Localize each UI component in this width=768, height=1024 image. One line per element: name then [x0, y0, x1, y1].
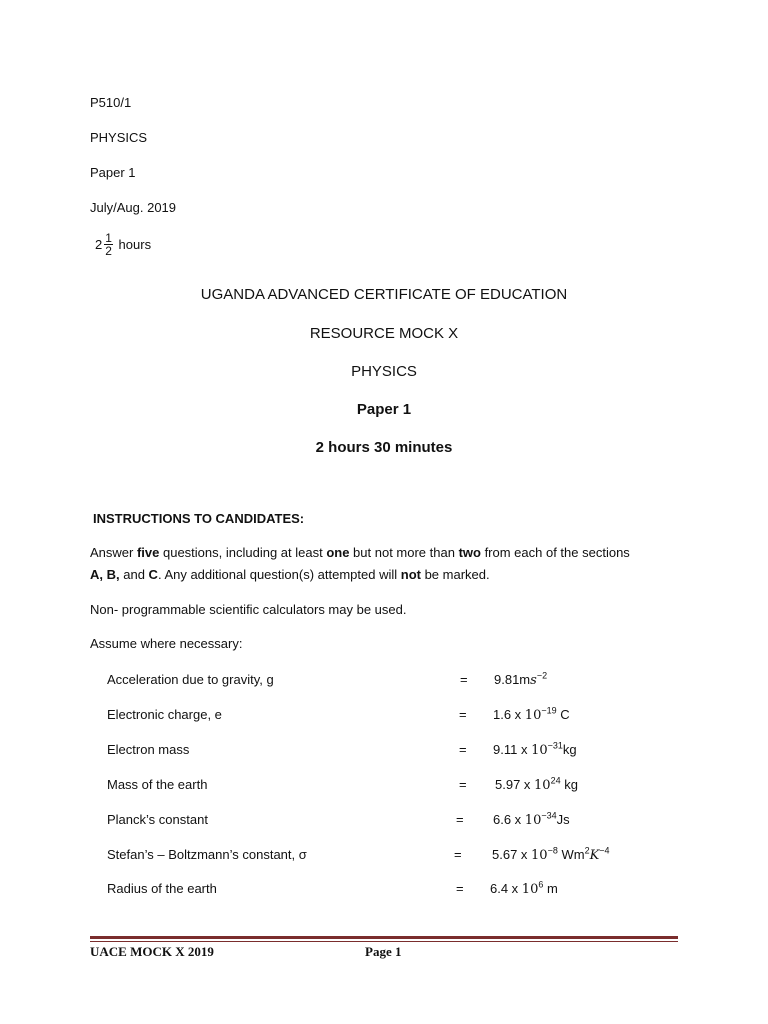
value-unit: m	[543, 881, 558, 896]
value-base: 10	[531, 743, 548, 758]
calculator-note: Non- programmable scientific calculators may be used.	[90, 602, 407, 617]
text-run: from each of the sections	[480, 545, 630, 560]
constant-value	[495, 777, 578, 793]
assume-heading: Assume where necessary:	[90, 636, 243, 651]
value-unit: kg	[560, 777, 578, 792]
paper-title: Paper 1	[356, 401, 412, 418]
paper-code: P510/1	[90, 95, 132, 110]
subject-label: PHYSICS	[90, 130, 148, 145]
constant-value	[493, 812, 570, 828]
text-run: Answer	[90, 545, 137, 560]
constant-name: Mass of the earth	[107, 777, 208, 792]
constant-name: Stefan’s – Boltzmann’s constant, σ	[107, 847, 307, 862]
value-unit: K	[589, 848, 600, 863]
constant-name: Electronic charge, e	[107, 707, 222, 722]
value-exponent: 6	[538, 879, 544, 890]
text-run: . Any additional question(s) attempted will	[157, 567, 401, 582]
duration-whole: 2	[95, 237, 103, 252]
constant-name: Planck’s constant	[107, 812, 208, 827]
exam-board-title: UGANDA ADVANCED CERTIFICATE OF EDUCATION	[200, 286, 568, 303]
footer-rule	[90, 936, 678, 944]
value-exponent: −34	[541, 810, 557, 821]
value-mantissa: 1.6 x	[493, 707, 525, 722]
text-run: questions, including at least	[159, 545, 327, 560]
footer-exam-label: UACE MOCK X 2019	[90, 944, 214, 959]
value-exponent: −19	[541, 705, 557, 716]
value-mantissa: 9.11 x	[493, 742, 532, 757]
instructions-paragraph-1-line-2	[90, 567, 490, 582]
text-run: but not more than	[349, 545, 459, 560]
value-mantissa: 6.6 x	[493, 812, 525, 827]
fraction-denominator: 2	[105, 244, 112, 258]
value-unit: kg	[562, 742, 577, 757]
emphasis: two	[458, 545, 481, 560]
value-base: 10	[524, 813, 542, 828]
equals-sign: =	[459, 742, 467, 757]
instructions-paragraph-1-line-1	[90, 545, 630, 560]
constant-value	[492, 847, 610, 863]
fraction-numerator: 1	[105, 231, 112, 245]
value-base: 10	[534, 778, 551, 793]
value-mantissa: 6.4 x	[490, 881, 522, 896]
value-exponent: −2	[536, 670, 548, 681]
text-run: and	[119, 567, 149, 582]
value-mantissa: 5.97 x	[495, 777, 535, 792]
equals-sign: =	[456, 881, 464, 896]
constant-name: Electron mass	[107, 742, 190, 757]
subject-title: PHYSICS	[351, 363, 417, 380]
equals-sign: =	[460, 672, 468, 687]
duration-fraction	[95, 232, 151, 257]
paper-label: Paper 1	[90, 165, 136, 180]
value-base: 10	[531, 848, 548, 863]
emphasis: C	[148, 567, 158, 582]
constant-value	[494, 672, 547, 688]
emphasis: five	[136, 545, 160, 560]
equals-sign: =	[459, 777, 467, 792]
unit-exponent: 2	[584, 845, 590, 856]
text-run: be marked.	[420, 567, 490, 582]
value-base: 10	[521, 882, 539, 897]
constant-value	[493, 742, 577, 758]
emphasis: not	[400, 567, 421, 582]
constant-value	[490, 881, 558, 897]
value-exponent: −31	[547, 740, 563, 751]
constant-name: Radius of the earth	[107, 881, 217, 896]
constant-name: Acceleration due to gravity, g	[107, 672, 274, 687]
value-mantissa: 9.81m	[494, 672, 531, 687]
exam-date: July/Aug. 2019	[90, 200, 177, 215]
value-unit: C	[556, 707, 570, 722]
equals-sign: =	[456, 812, 464, 827]
page-number: Page 1	[365, 944, 402, 959]
duration-title: 2 hours 30 minutes	[315, 439, 453, 456]
value-exponent: −8	[547, 845, 558, 856]
emphasis: one	[326, 545, 350, 560]
value-mantissa: 5.67 x	[492, 847, 532, 862]
instructions-heading: INSTRUCTIONS TO CANDIDATES:	[93, 511, 305, 526]
constant-value	[493, 707, 570, 723]
duration-unit: hours	[118, 237, 152, 252]
value-exponent: 24	[550, 775, 561, 786]
exam-series-title: RESOURCE MOCK X	[309, 325, 459, 342]
fraction	[104, 232, 113, 257]
unit-exponent: −4	[599, 845, 610, 856]
equals-sign: =	[459, 707, 467, 722]
value-unit: s	[530, 673, 537, 688]
value-unit: Js	[556, 812, 570, 827]
value-unit: Wm	[557, 847, 585, 862]
equals-sign: =	[454, 847, 462, 862]
emphasis: A, B,	[90, 567, 120, 582]
value-base: 10	[524, 708, 542, 723]
